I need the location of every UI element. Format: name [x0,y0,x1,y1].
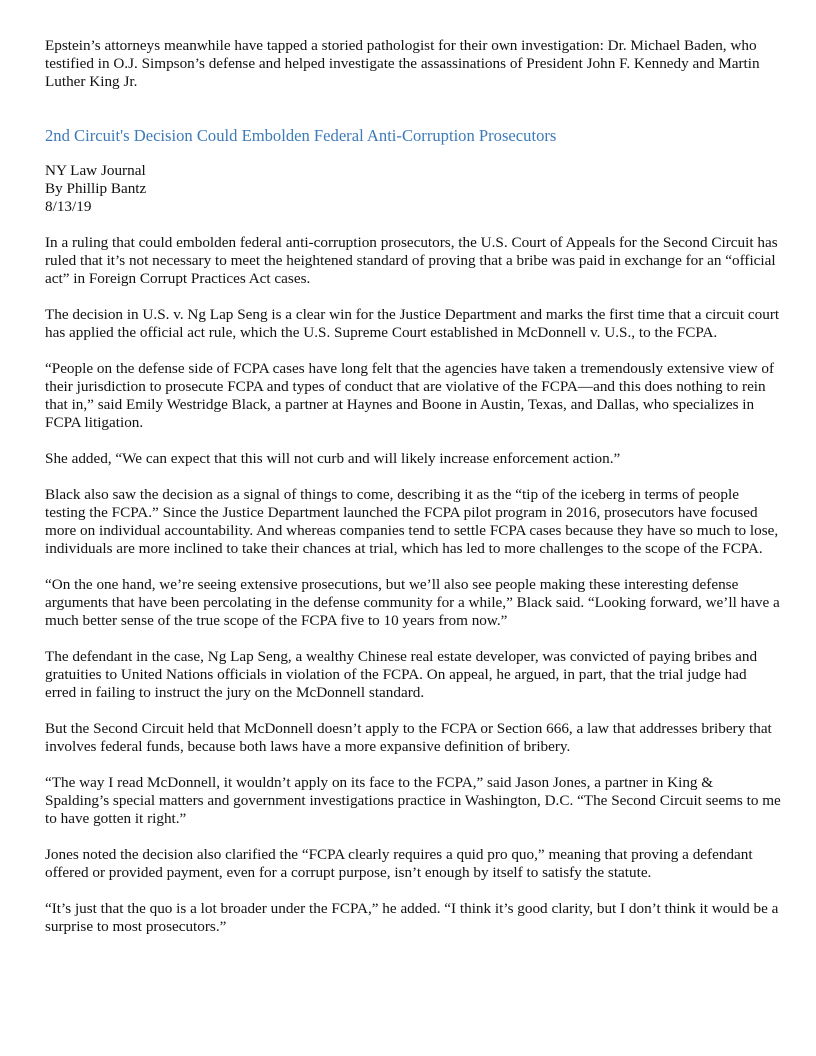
article-date: 8/13/19 [45,198,92,215]
article-byline: By Phillip Bantz [45,180,147,197]
article-paragraph: “People on the defense side of FCPA cases have long felt that the agencies have taken a tremendously extensive view of their jurisdiction to prosecute FCPA and types of conduct that are violative of the FCPA—and this does nothing to rein that in,” said Emily Westridge Black, a partner at Haynes and Boone in Austin, Texas, and Dallas, who specializes in FCPA litigation. [45,360,775,431]
article-paragraph: “It’s just that the quo is a lot broader under the FCPA,” he added. “I think it’s good clarity, but I don’t think it would be a surprise to most prosecutors.” [45,900,779,935]
article-paragraph: “On the one hand, we’re seeing extensive prosecutions, but we’ll also see people making these interesting defense arguments that have been percolating in the defense community for a while,” Black said. “Looking forward, we’ll have a much better sense of the true scope of the FCPA five to 10 years from now.” [45,576,780,629]
intro-paragraph: Epstein’s attorneys meanwhile have tapped a storied pathologist for their own investigation: Dr. Michael Baden, who testified in O.J. Simpson’s defense and helped investigate the assassinations of President John F. Kennedy and Martin Luther King Jr. [45,37,760,90]
article-source: NY Law Journal [45,162,146,179]
article-paragraph: But the Second Circuit held that McDonnell doesn’t apply to the FCPA or Section 666, a law that addresses bribery that involves federal funds, because both laws have a more expansive definition of bribery. [45,720,772,755]
article-headline-link[interactable]: 2nd Circuit's Decision Could Embolden Federal Anti-Corruption Prosecutors [45,126,557,145]
article-paragraph: The defendant in the case, Ng Lap Seng, a wealthy Chinese real estate developer, was convicted of paying bribes and gratuities to United Nations officials in violation of the FCPA. On appeal, he argued, in part, that the trial judge had erred in failing to instruct the jury on the McDonnell standard. [45,648,758,701]
article-paragraph: In a ruling that could embolden federal anti-corruption prosecutors, the U.S. Court of Appeals for the Second Circuit has ruled that it’s not necessary to meet the heightened standard of proving that a bribe was paid in exchange for an “official act” in Foreign Corrupt Practices Act cases. [45,234,778,287]
article-paragraph: “The way I read McDonnell, it wouldn’t apply on its face to the FCPA,” said Jason Jones, a partner in King & Spalding’s special matters and government investigations practice in Washington, D.C. “The Second Circuit seems to me to have gotten it right.” [45,774,781,827]
article-meta [45,162,781,216]
article-paragraph: She added, “We can expect that this will not curb and will likely increase enforcement action.” [45,450,621,467]
document-page [45,37,781,954]
article-paragraph: Jones noted the decision also clarified the “FCPA clearly requires a quid pro quo,” meaning that proving a defendant offered or provided payment, even for a corrupt purpose, isn’t enough by itself to satisfy the statute. [45,846,753,881]
article-paragraph: Black also saw the decision as a signal of things to come, describing it as the “tip of the iceberg in terms of people testing the FCPA.” Since the Justice Department launched the FCPA pilot program in 2016, prosecutors have focused more on individual accountability. And whereas companies tend to settle FCPA cases because they have so much to lose, individuals are more inclined to take their chances at trial, which has led to more challenges to the scope of the FCPA. [45,486,779,557]
article-paragraph: The decision in U.S. v. Ng Lap Seng is a clear win for the Justice Department and marks the first time that a circuit court has applied the official act rule, which the U.S. Supreme Court established in McDonnell v. U.S., to the FCPA. [45,306,780,341]
